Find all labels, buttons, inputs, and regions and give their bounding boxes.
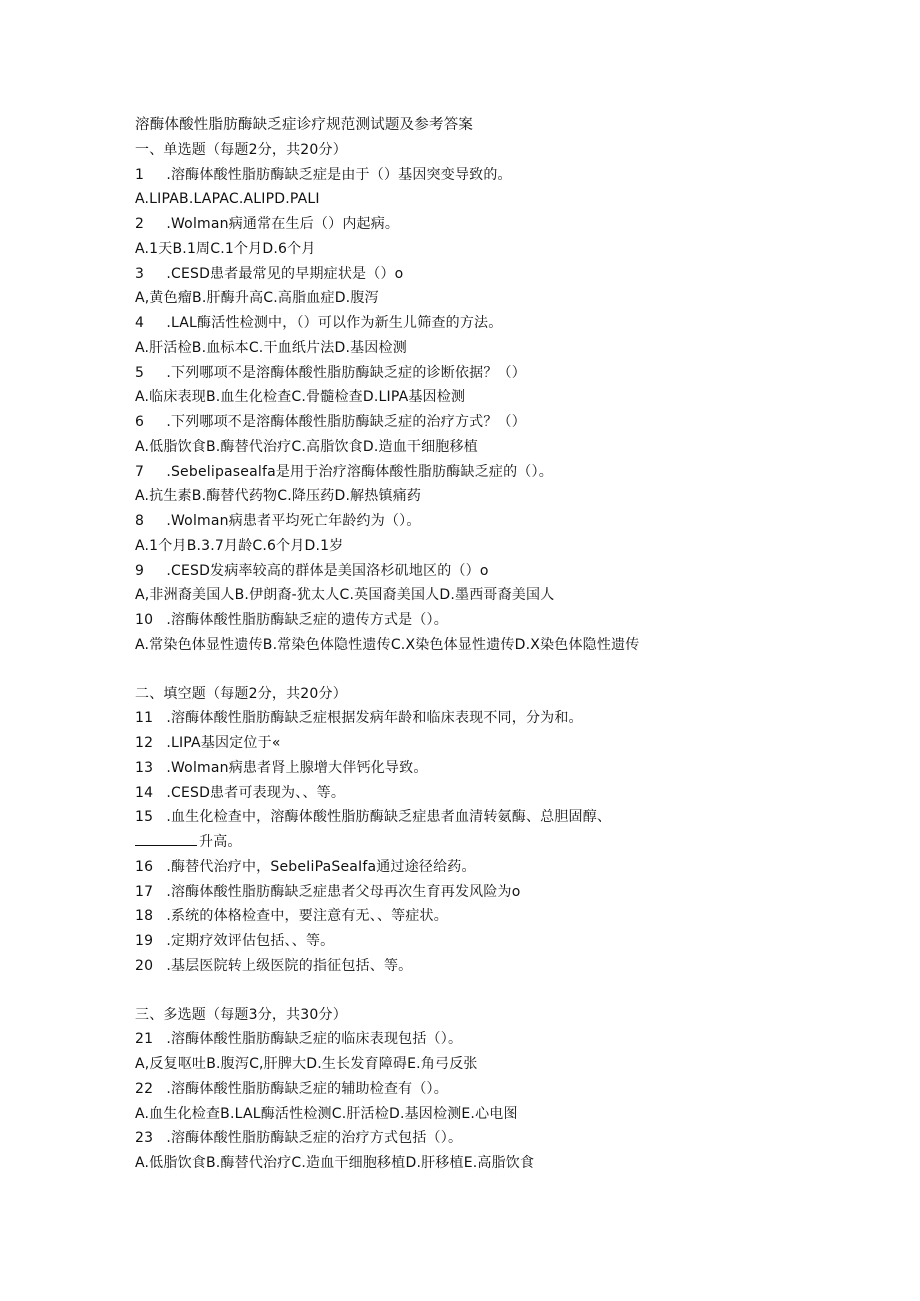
question-number: 14 [135, 784, 154, 801]
question-text: .溶酶体酸性脂肪酶缺乏症的临床表现包括（）。 [166, 1031, 463, 1048]
question-16 [135, 855, 895, 880]
question-number: 23 [135, 1130, 154, 1147]
answer-options-6: A.低脂饮食B.酶替代治疗C.高脂饮食D.造血干细胞移植 [135, 438, 478, 455]
question-number: 10 [135, 612, 154, 628]
question-10 [135, 608, 895, 633]
answer-options-9: A,非洲裔美国人B.伊朗裔-犹太人C.英国裔美国人D.墨西哥裔美国人 [135, 587, 555, 604]
section-heading-single-choice: 一、单选题（每题2分，共20分） [135, 141, 347, 158]
question-text: .溶酶体酸性脂肪酶缺乏症的治疗方式包括（）。 [166, 1130, 463, 1147]
section-heading-fill-in: 二、填空题（每题2分，共20分） [135, 685, 347, 702]
question-18 [135, 904, 895, 929]
question-21 [135, 1027, 895, 1052]
question-number: 16 [135, 858, 154, 875]
question-text: 升高。 [199, 834, 242, 850]
question-text: .溶酶体酸性脂肪酶缺乏症患者父母再次生育再发风险为o [166, 883, 521, 900]
question-20 [135, 954, 895, 979]
question-8 [135, 509, 895, 534]
answer-options-22: A.血生化检查B.LAL酶活性检测C.肝活检D.基因检测E.心电图 [135, 1105, 518, 1122]
question-number: 18 [135, 908, 154, 925]
question-text: .溶酶体酸性脂肪酶缺乏症根据发病年龄和临床表现不同，分为和。 [166, 710, 583, 727]
question-number: 8 [135, 513, 145, 529]
question-text: .LIPA基因定位于« [166, 735, 281, 751]
question-11 [135, 706, 895, 731]
question-text: .溶酶体酸性脂肪酶缺乏症是由于（）基因突变导致的。 [166, 166, 512, 183]
answer-options-5: A.临床表现B.血生化检查C.骨髓检查D.LIPA基因检测 [135, 389, 466, 406]
question-19 [135, 929, 895, 954]
section-spacer [135, 979, 895, 1003]
question-number: 2 [135, 216, 145, 232]
question-text: .系统的体格检查中，要注意有无、、等症状。 [166, 908, 448, 925]
question-17 [135, 880, 895, 905]
question-6 [135, 410, 895, 435]
answer-options-1: A.LIPAB.LAPAC.ALIPD.PALI [135, 191, 320, 208]
question-text: .Wolman病患者肾上腺增大伴钙化导致。 [166, 759, 428, 776]
question-text: .CESD患者可表现为、、等。 [166, 784, 346, 801]
answer-options-8: A.1个月B.3.7月龄C.6个月D.1岁 [135, 537, 344, 554]
question-7 [135, 460, 895, 485]
question-12 [135, 731, 895, 756]
question-1 [135, 163, 895, 188]
question-number: 3 [135, 265, 145, 282]
question-13 [135, 756, 895, 781]
section-spacer [135, 658, 895, 682]
question-number: 17 [135, 883, 154, 900]
question-number: 13 [135, 759, 154, 776]
question-text: .基层医院转上级医院的指征包括、等。 [166, 957, 413, 974]
question-9 [135, 559, 895, 584]
question-text: .CESD患者最常见的早期症状是（）o [166, 265, 404, 282]
question-number: 6 [135, 414, 145, 430]
answer-options-3: A,黄色瘤B.肝酶升高C.高脂血症D.腹泻 [135, 290, 379, 307]
question-text: .Sebelipasealfa是用于治疗溶酶体酸性脂肪酶缺乏症的（）。 [166, 463, 553, 480]
question-text: .CESD发病率较高的群体是美国洛杉矶地区的（）o [166, 562, 489, 579]
question-number: 15 [135, 809, 154, 826]
answer-options-10: A.常染色体显性遗传B.常染色体隐性遗传C.X染色体显性遗传D.X染色体隐性遗传 [135, 636, 640, 653]
question-number: 5 [135, 364, 145, 381]
question-text: .LAL酶活性检测中，（）可以作为新生儿筛查的方法。 [166, 315, 503, 331]
question-number: 19 [135, 933, 154, 949]
question-4 [135, 311, 895, 336]
question-3 [135, 262, 895, 287]
question-number: 21 [135, 1031, 154, 1048]
question-number: 11 [135, 710, 154, 727]
question-text: .下列哪项不是溶酶体酸性脂肪酶缺乏症的治疗方式？（） [166, 414, 526, 430]
question-text: .Wolman病患者平均死亡年龄约为（）。 [166, 513, 421, 529]
question-23 [135, 1126, 895, 1151]
document-title: 溶酶体酸性脂肪酶缺乏症诊疗规范测试题及参考答案 [135, 117, 474, 133]
section-heading-multiple-choice: 三、多选题（每题3分，共30分） [135, 1006, 347, 1023]
question-5 [135, 361, 895, 386]
answer-blank [135, 831, 197, 846]
question-text: .溶酶体酸性脂肪酶缺乏症的辅助检查有（）。 [166, 1080, 448, 1097]
question-number: 20 [135, 957, 154, 974]
question-number: 22 [135, 1080, 154, 1097]
question-number: 7 [135, 463, 145, 480]
question-number: 1 [135, 166, 145, 183]
question-15 [135, 805, 895, 830]
answer-options-4: A.肝活检B.血标本C.干血纸片法D.基因检测 [135, 339, 407, 356]
question-number: 9 [135, 562, 145, 579]
question-15-continuation [135, 830, 895, 855]
question-text: .下列哪项不是溶酶体酸性脂肪酶缺乏症的诊断依据？（） [166, 364, 526, 381]
question-text: .酶替代治疗中，SebeIiPaSeaIfa通过途径给药。 [166, 858, 476, 875]
answer-options-7: A.抗生素B.酶替代药物C.降压药D.解热镇痛药 [135, 488, 422, 505]
question-22 [135, 1077, 895, 1102]
document-body [135, 113, 895, 1176]
question-text: .溶酶体酸性脂肪酶缺乏症的遗传方式是（）。 [166, 612, 448, 628]
question-text: .定期疗效评估包括、、等。 [166, 933, 335, 949]
question-text: .血生化检查中，溶酶体酸性脂肪酶缺乏症患者血清转氨酶、总胆固醇、 [166, 809, 612, 826]
answer-options-23: A.低脂饮食B.酶替代治疗C.造血干细胞移植D.肝移植E.高脂饮食 [135, 1155, 535, 1171]
question-2 [135, 212, 895, 237]
answer-options-21: A,反复呕吐B.腹泻C,肝脾大D.生长发育障碍E.角弓反张 [135, 1056, 478, 1072]
question-number: 4 [135, 315, 145, 331]
question-14 [135, 781, 895, 806]
answer-options-2: A.1天B.1周C.1个月D.6个月 [135, 240, 316, 257]
question-number: 12 [135, 735, 154, 751]
question-text: .Wolman病通常在生后（）内起病。 [166, 216, 400, 232]
